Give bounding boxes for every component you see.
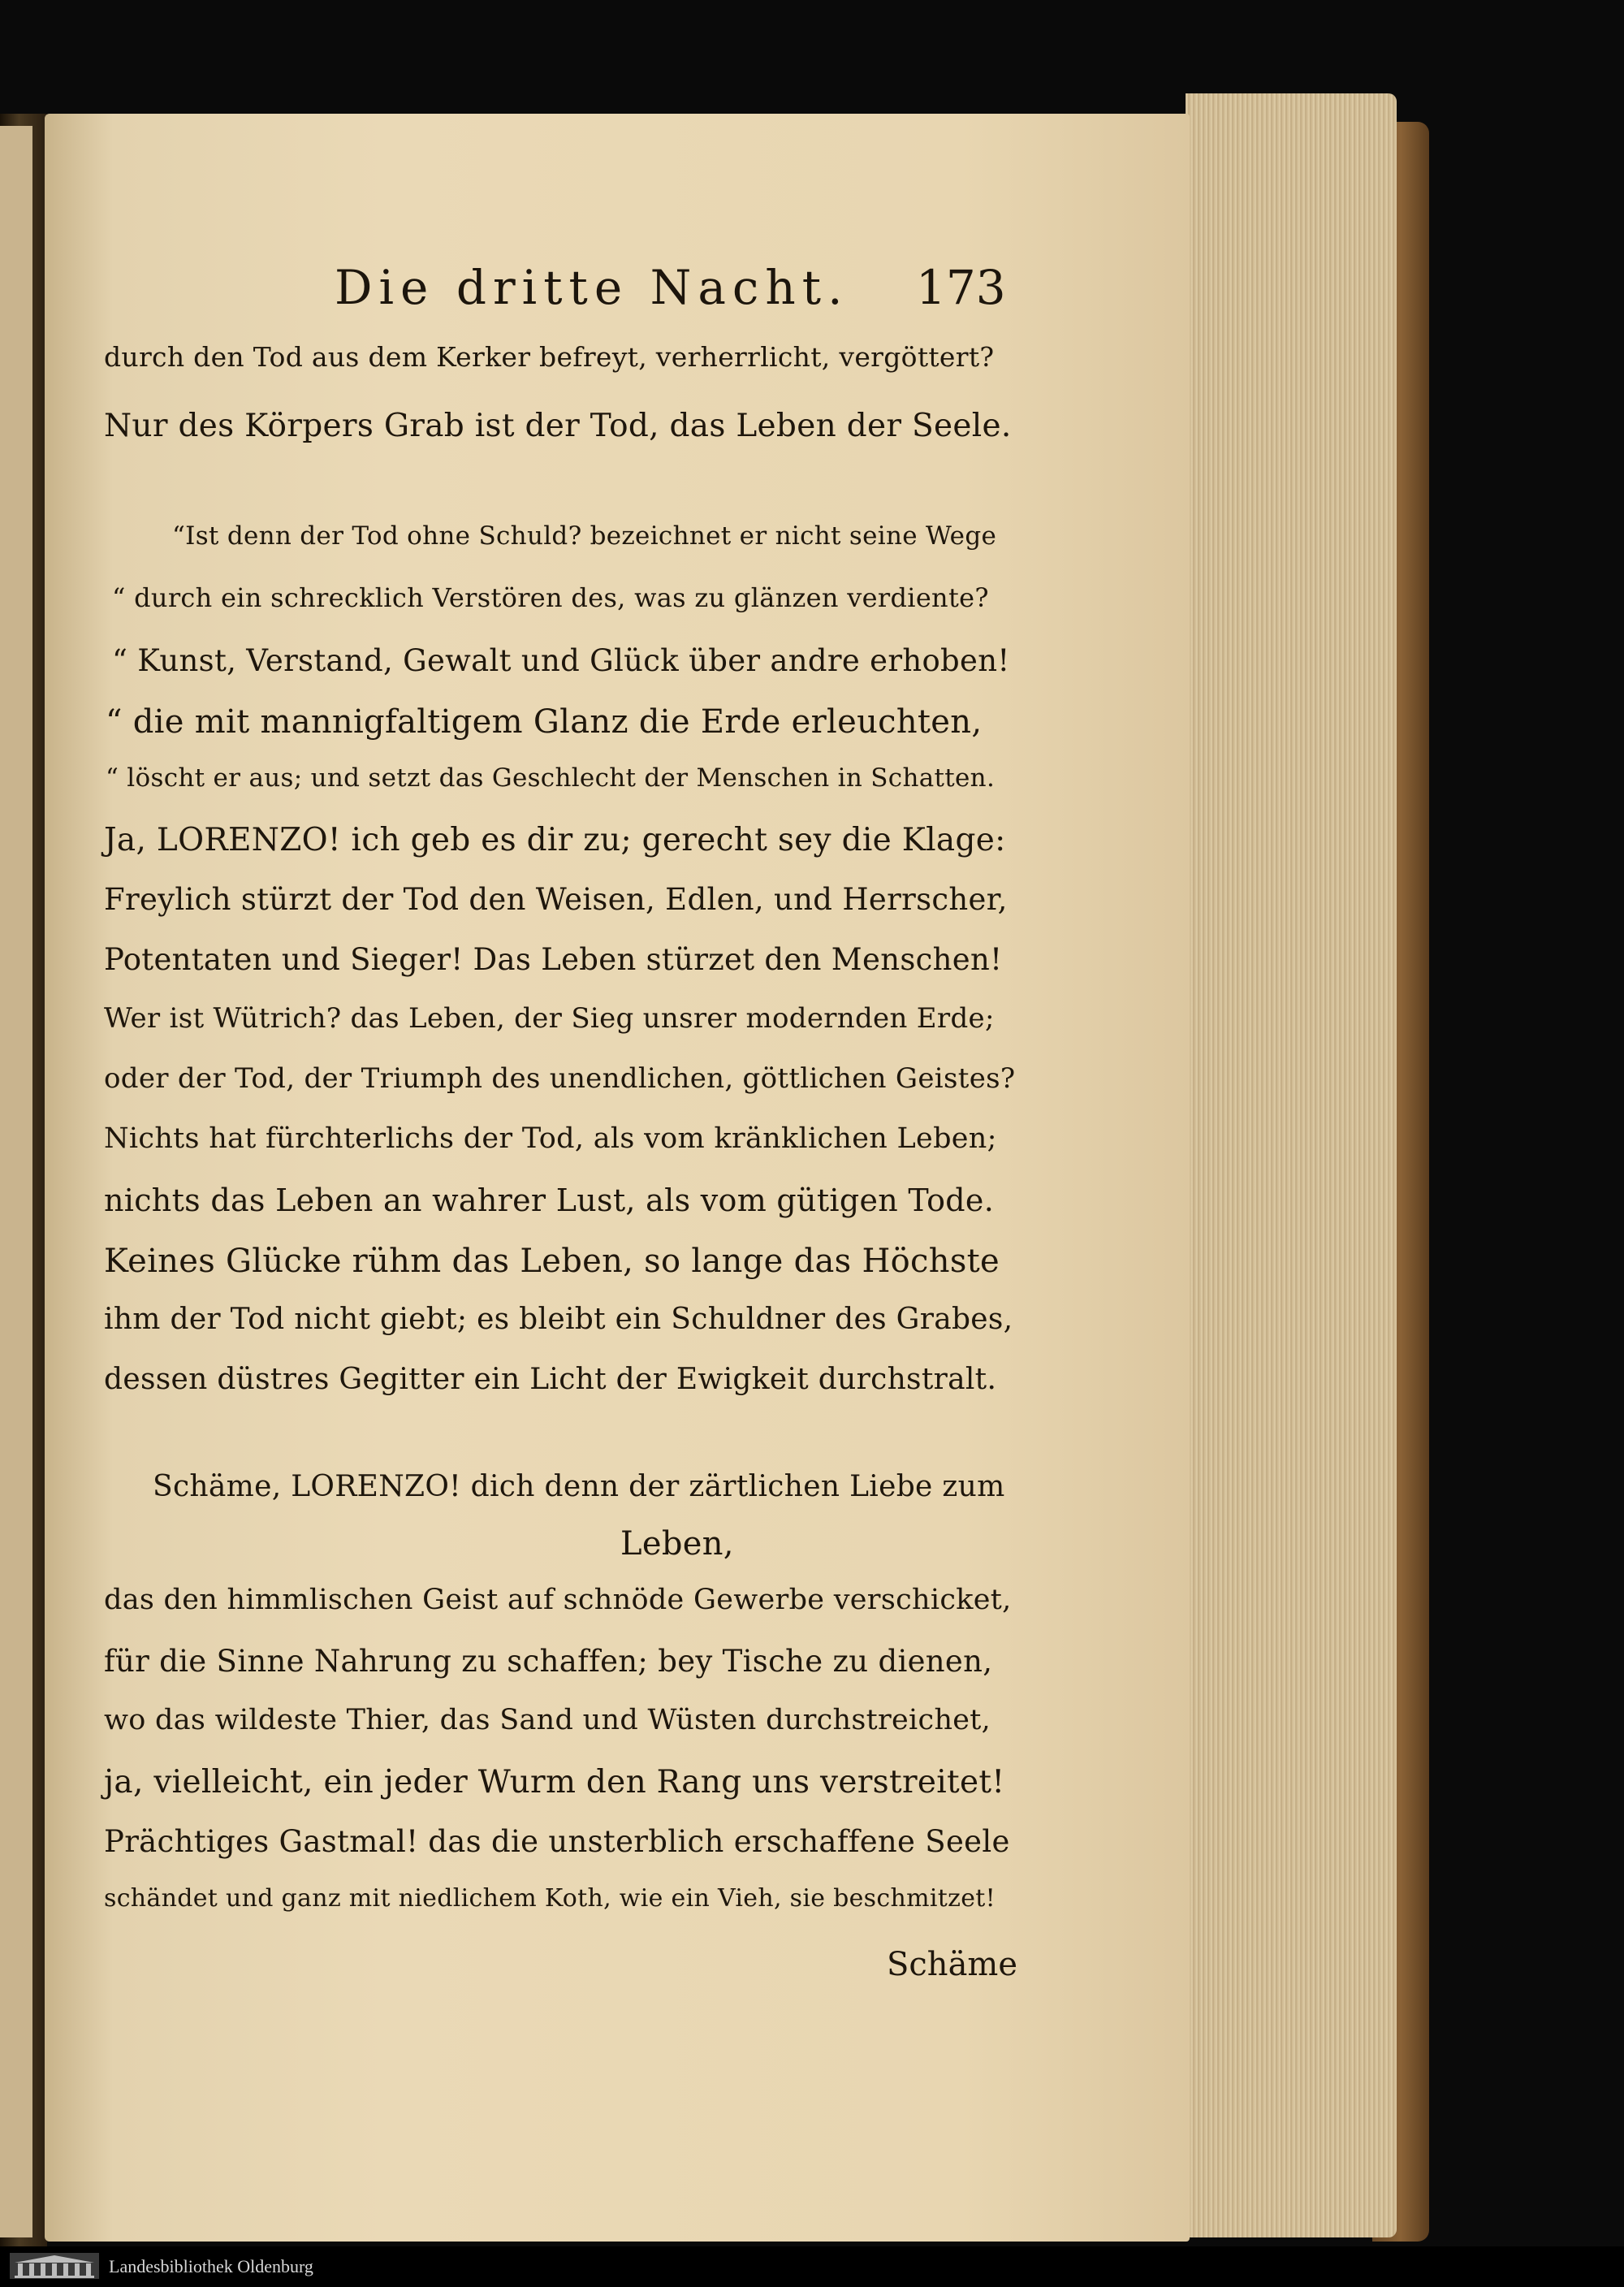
text-line: schändet und ganz mit niedlichem Koth, wie ein Vieh, sie beschmitzet! bbox=[104, 1884, 996, 1913]
text-line: Schäme, LORENZO! dich denn der zärtlichen Liebe zum bbox=[153, 1470, 1005, 1503]
page-edges bbox=[1186, 93, 1397, 2237]
text-line: Ja, LORENZO! ich geb es dir zu; gerecht sey die Klage: bbox=[104, 822, 1006, 858]
text-line: dessen düstres Gegitter ein Licht der Ewigkeit durchstralt. bbox=[104, 1363, 997, 1396]
text-line: “ Kunst, Verstand, Gewalt und Glück über andre erhoben! bbox=[112, 643, 1010, 678]
text-line: “ durch ein schrecklich Verstören des, was zu glänzen verdiente? bbox=[112, 582, 989, 613]
text-line: Nur des Körpers Grab ist der Tod, das Leben der Seele. bbox=[104, 408, 1012, 444]
text-line: “ löscht er aus; und setzt das Geschlecht der Menschen in Schatten. bbox=[106, 763, 996, 793]
text-line: wo das wildeste Thier, das Sand und Wüsten durchstreichet, bbox=[104, 1704, 991, 1736]
text-line: das den himmlischen Geist auf schnöde Gewerbe verschicket, bbox=[104, 1584, 1012, 1616]
text-line: nichts das Leben an wahrer Lust, als vom gütigen Tode. bbox=[104, 1182, 995, 1218]
text-line: ihm der Tod nicht giebt; es bleibt ein Schuldner des Grabes, bbox=[104, 1303, 1013, 1336]
text-line: “ die mit mannigfaltigem Glanz die Erde erleuchten, bbox=[106, 703, 983, 741]
text-line: Keines Glücke rühm das Leben, so lange das Höchste bbox=[104, 1243, 1000, 1280]
text-line: Prächtiges Gastmal! das die unsterblich erschaffene Seele bbox=[104, 1824, 1010, 1859]
text-line: Potentaten und Sieger! Das Leben stürzet den Menschen! bbox=[104, 942, 1003, 977]
text-line: ja, vielleicht, ein jeder Wurm den Rang uns verstreitet! bbox=[104, 1764, 1005, 1801]
page-header bbox=[0, 260, 1624, 317]
library-building-icon bbox=[10, 2253, 99, 2279]
running-title: Die dritte Nacht. bbox=[335, 260, 849, 315]
text-line: Freylich stürzt der Tod den Weisen, Edlen, und Herrscher, bbox=[104, 882, 1008, 917]
text-line: für die Sinne Nahrung zu schaffen; bey Tische zu dienen, bbox=[104, 1644, 993, 1679]
text-line: durch den Tod aus dem Kerker befreyt, verherrlicht, vergöttert? bbox=[104, 341, 995, 373]
text-line: Wer ist Wütrich? das Leben, der Sieg unsrer modernden Erde; bbox=[104, 1002, 995, 1035]
catchword: Schäme bbox=[887, 1946, 1018, 1983]
text-line: “Ist denn der Tod ohne Schuld? bezeichnet er nicht seine Wege bbox=[172, 521, 997, 551]
previous-page-edge bbox=[0, 126, 32, 2237]
footer-bar bbox=[0, 2246, 1624, 2287]
text-line: oder der Tod, der Triumph des unendlichen, göttlichen Geistes? bbox=[104, 1062, 1016, 1095]
page-number: 173 bbox=[916, 260, 1006, 315]
text-line: Nichts hat fürchterlichs der Tod, als vom kränklichen Leben; bbox=[104, 1122, 997, 1155]
library-name: Landesbibliothek Oldenburg bbox=[109, 2256, 313, 2276]
text-line: Leben, bbox=[620, 1525, 734, 1563]
